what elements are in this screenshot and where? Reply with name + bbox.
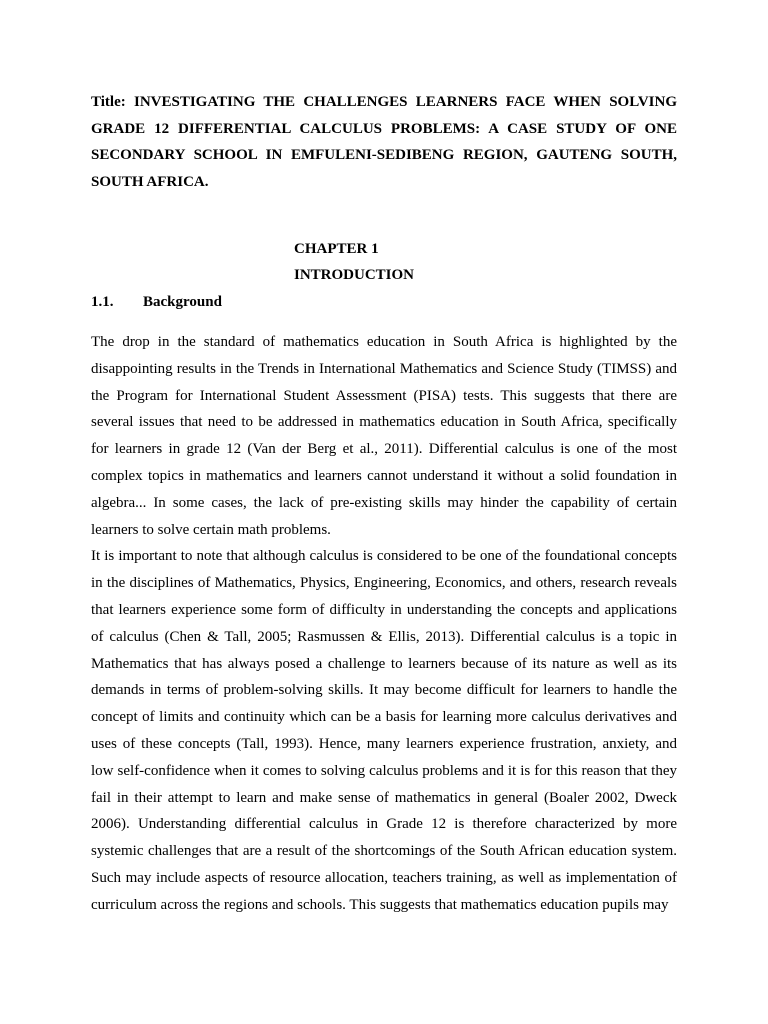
paragraph: It is important to note that although calculus is considered to be one of the foundational concepts in the disciplines of Mathematics, Physics, Engineering, Economics, and others, research reveals that learners experience some form of difficulty in understanding the concepts and applications of calculus (Chen & Tall, 2005; Rasmussen & Ellis, 2013). Differential calculus is a topic in Mathematics that has always posed a challenge to learners because of its nature as well as its demands in terms of problem-solving skills. It may become difficult for learners to handle the concept of limits and continuity which can be a basis for learning more calculus derivatives and uses of these concepts (Tall, 1993). Hence, many learners experience frustration, anxiety, and low self-confidence when it comes to solving calculus problems and it is for this reason that they fail in their attempt to learn and make sense of mathematics in general (Boaler 2002, Dweck 2006). Understanding differential calculus in Grade 12 is therefore characterized by more systemic challenges that are a result of the shortcomings of the South African education system. Such may include aspects of resource allocation, teachers training, as well as implementation of curriculum across the regions and schools. This suggests that mathematics education pupils may xyxy=(91,548,677,913)
chapter-title: INTRODUCTION xyxy=(294,267,415,283)
section-heading xyxy=(91,289,222,315)
section-number: 1.1. xyxy=(91,294,114,310)
section-title: Background xyxy=(143,294,222,310)
body-text xyxy=(91,329,677,919)
chapter-number: CHAPTER 1 xyxy=(294,241,379,257)
paragraph: The drop in the standard of mathematics education in South Africa is highlighted by the disappointing results in the Trends in International Mathematics and Science Study (TIMSS) and the Program for International Student Assessment (PISA) tests. This suggests that there are several issues that need to be addressed in mathematics education in South Africa, specifically for learners in grade 12 (Van der Berg et al., 2011). Differential calculus is one of the most complex topics in mathematics and learners cannot understand it without a solid foundation in algebra... In some cases, the lack of pre-existing skills may hinder the capability of certain learners to solve certain math problems. xyxy=(91,334,677,538)
document-title: Title: INVESTIGATING THE CHALLENGES LEARNERS FACE WHEN SOLVING GRADE 12 DIFFERENTIAL CALCULUS PROBLEMS: A CASE STUDY OF ONE SECONDARY SCHOOL IN EMFULENI-SEDIBENG REGION, GAUTENG SOUTH, SOUTH AFRICA. xyxy=(91,94,677,190)
